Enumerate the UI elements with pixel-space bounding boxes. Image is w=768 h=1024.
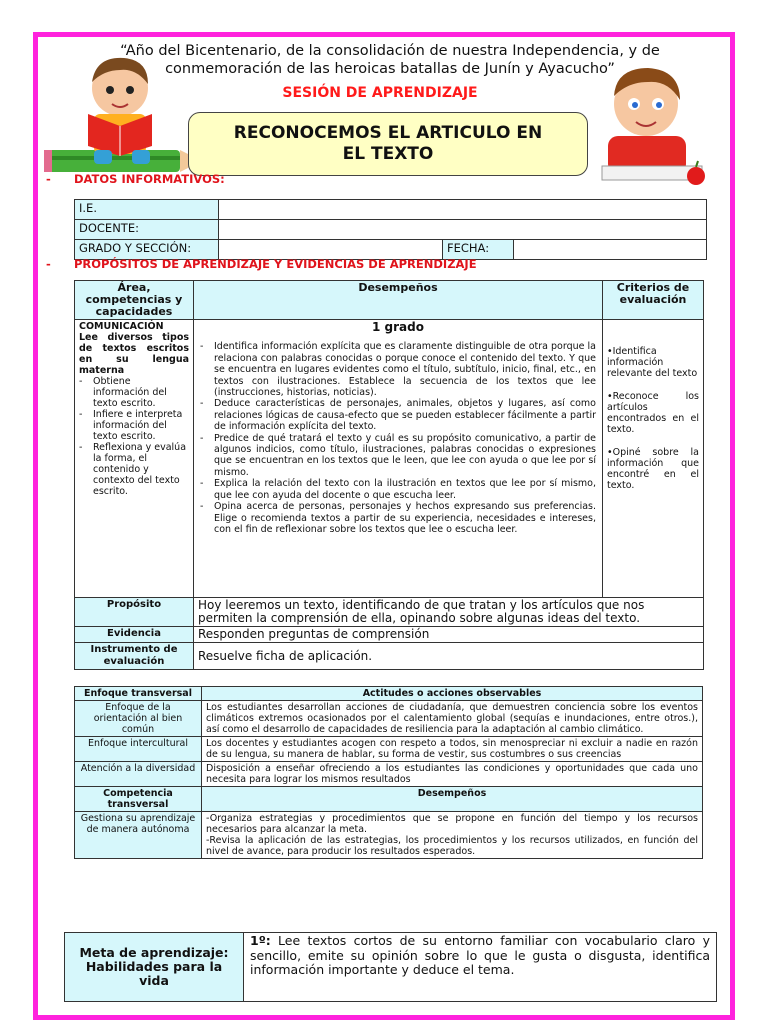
desempenos-cell	[194, 320, 603, 598]
enfoques-table	[74, 686, 703, 859]
col-area: Área, competencias y capacidades	[75, 281, 194, 320]
desempeno-item: - Identifica información explícita que es claramente distinguible de otra porque la relaciona con palabras conocidas o porque conoce el contenido del texto. Y que se encuentra en lugares evidentes como el título, subtítulo, inicio, final, etc., en textos con ilustraciones. Establece la secuencia de los textos que lee (instrucciones, historias, noticias).	[200, 341, 596, 398]
evidencia-label: Evidencia	[75, 627, 194, 643]
criterios-cell	[603, 320, 704, 598]
docente-value[interactable]	[219, 220, 707, 240]
institutional-quote: “Año del Bicentenario, de la consolidación de nuestra Independencia, y de conmemoración de las heroicas batallas de Junín y Ayacucho”	[120, 43, 660, 77]
grado-title: 1 grado	[372, 320, 424, 334]
proposito-value: Hoy leeremos un texto, identificando de que tratan y los artículos que nos permiten la comprensión de ella, opinando sobre algunas ideas del texto.	[194, 598, 704, 627]
area-cell	[75, 320, 194, 598]
desempeno-item: - Predice de qué tratará el texto y cuál es su propósito comunicativo, a partir de algunos indicios, como título, ilustraciones, palabras conocidas o expresiones que se encuentran en los textos que le leen, que lee con ayuda o que lee por sí mismo.	[200, 433, 596, 479]
proposito-label: Propósito	[75, 598, 194, 627]
enfoque-actitud: Los estudiantes desarrollan acciones de ciudadanía, que demuestren conciencia sobre los eventos climáticos extremos ocasionados por el calentamiento global (sequías e inundaciones, entre otros.), así como el desarrollo de capacidades de resiliencia para la adaptación al cambio climático.	[202, 701, 703, 737]
meta-text	[244, 933, 717, 1002]
criterio-item: •Opiné sobre la información que encontré en el texto.	[607, 447, 699, 491]
session-title-box	[188, 112, 588, 176]
propositos-table	[74, 280, 704, 670]
desempeno-item: - Deduce características de personajes, animales, objetos y lugares, así como relaciones lógicas de causa-efecto que se pueden establecer fácilmente a partir de información explícita del texto.	[200, 398, 596, 432]
area-name: COMUNICACIÓN	[79, 321, 164, 332]
meta-number: 1º:	[250, 933, 271, 948]
meta-description: Lee textos cortos de su entorno familiar con vocabulario claro y sencillo, emite su opinión sobre lo que le gusta o disgusta, identifica información importante y deduce el tema.	[250, 933, 710, 977]
competencia-desc	[202, 812, 703, 859]
propositos-heading	[46, 257, 477, 271]
criterio-item: •Identifica información relevante del texto	[607, 346, 698, 379]
competencia-name: Lee diversos tipos de textos escritos en su lengua materna	[79, 332, 189, 376]
col-enfoque: Enfoque transversal	[75, 687, 202, 701]
meta-label: Meta de aprendizaje: Habilidades para la vida	[65, 933, 244, 1002]
criterio-item: •Reconoce los artículos encontrados en el texto.	[607, 391, 699, 435]
col-criterios: Criterios de evaluación	[603, 281, 704, 320]
desempeno-item: - Opina acerca de personas, personajes y hechos expresando sus preferencias. Elige o recomienda textos a partir de su experiencia, necesidades e intereses, con el fin de reflexionar sobre los textos que lee o escucha leer.	[200, 501, 596, 535]
enfoque-actitud: Los docentes y estudiantes acogen con respeto a todos, sin menospreciar ni excluir a nadie en razón de su lengua, su manera de hablar, su forma de vestir, sus costumbres o sus creencias	[202, 737, 703, 762]
instrumento-value: Resuelve ficha de aplicación.	[194, 643, 704, 670]
evidencia-value: Responden preguntas de comprensión	[194, 627, 704, 643]
session-label: SESIÓN DE APRENDIZAJE	[282, 85, 478, 101]
capacidades-list	[79, 376, 189, 497]
col-desempenos: Desempeños	[194, 281, 603, 320]
col-competencia-transversal: Competencia transversal	[75, 787, 202, 812]
bullet-dash: -	[46, 257, 51, 271]
datos-heading-text: DATOS INFORMATIVOS:	[74, 172, 225, 186]
competencia-desc-2: -Revisa la aplicación de las estrategias, los procedimientos y los recursos utilizados, en función del nivel de avance, para producir los resultados esperados.	[206, 835, 698, 857]
capacidad-item: - Reflexiona y evalúa la forma, el contenido y contexto del texto escrito.	[79, 442, 189, 497]
desempenos-list	[200, 341, 596, 535]
bullet-dash: -	[46, 172, 51, 186]
ie-value[interactable]	[219, 200, 707, 220]
competencia-desc-1: -Organiza estrategias y procedimientos que se propone en función del tiempo y los recursos necesarios para alcanzar la meta.	[206, 813, 698, 835]
propositos-heading-text: PROPÓSITOS DE APRENDIZAJE Y EVIDENCIAS DE APRENDIZAJE	[74, 257, 477, 271]
datos-heading	[46, 172, 225, 186]
writing-kid-illustration	[596, 60, 712, 186]
grado-label: GRADO Y SECCIÓN:	[75, 240, 219, 260]
col-desempenos-transversal: Desempeños	[202, 787, 703, 812]
col-actitudes: Actitudes o acciones observables	[202, 687, 703, 701]
competencia-name: Gestiona su aprendizaje de manera autónoma	[75, 812, 202, 859]
enfoque-name: Enfoque intercultural	[75, 737, 202, 762]
instrumento-label: Instrumento de evaluación	[75, 643, 194, 670]
enfoque-name: Enfoque de la orientación al bien común	[75, 701, 202, 737]
datos-table	[74, 199, 707, 260]
enfoque-name: Atención a la diversidad	[75, 762, 202, 787]
session-title: RECONOCEMOS EL ARTICULO EN EL TEXTO	[233, 123, 543, 164]
desempeno-item: - Explica la relación del texto con la ilustración en textos que lee por sí mismo, que lee con ayuda del docente o que escucha leer.	[200, 478, 596, 501]
fecha-value[interactable]	[514, 240, 707, 260]
capacidad-item: - Infiere e interpreta información del texto escrito.	[79, 409, 189, 442]
capacidad-item: - Obtiene información del texto escrito.	[79, 376, 189, 409]
meta-table	[64, 932, 717, 1002]
enfoque-actitud: Disposición a enseñar ofreciendo a los estudiantes las condiciones y oportunidades que cada uno necesita para lograr los mismos resultados	[202, 762, 703, 787]
ie-label: I.E.	[75, 200, 219, 220]
docente-label: DOCENTE:	[75, 220, 219, 240]
fecha-label: FECHA:	[443, 240, 514, 260]
